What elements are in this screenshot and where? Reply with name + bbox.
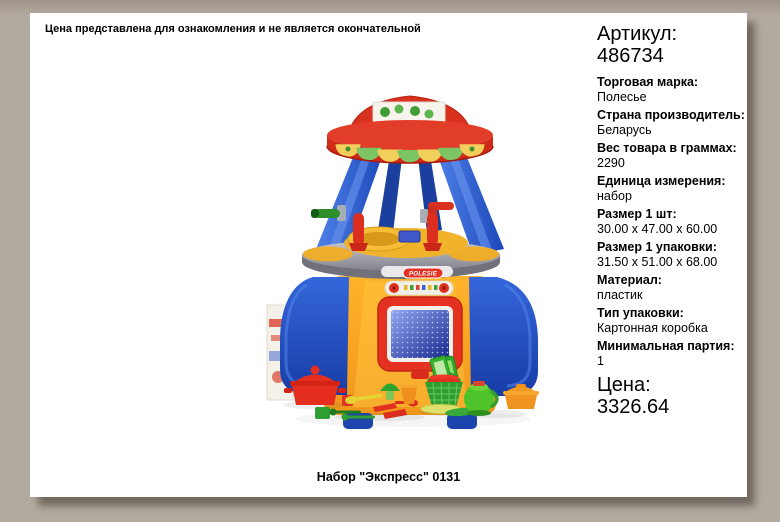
field-label: Минимальная партия:: [597, 339, 735, 353]
field-label: Тип упаковки:: [597, 306, 684, 320]
product-name-caption: Набор "Экспресс" 0131: [316, 470, 461, 484]
product-card: [30, 13, 747, 497]
product-photo-toy-kitchen: [265, 85, 580, 441]
field-value: Картонная коробка: [597, 321, 708, 335]
field-value: 31.50 x 51.00 x 68.00: [597, 255, 718, 269]
price-label: Цена:: [597, 374, 651, 396]
field-unit: [597, 174, 749, 204]
toy-canopy: [327, 96, 493, 163]
field-item-size: [597, 207, 749, 237]
field-label: Единица измерения:: [597, 174, 726, 188]
field-value: набор: [597, 189, 632, 203]
field-value: 30.00 x 47.00 x 60.00: [597, 222, 718, 236]
disclaimer-text: Цена представлена для ознакомления и не является окончательной: [45, 23, 421, 35]
field-country: [597, 108, 749, 138]
toy-control-panel: [385, 281, 453, 295]
brand-badge-text: POLESIE: [408, 271, 438, 278]
field-value: Полесье: [597, 90, 647, 104]
field-material: [597, 273, 749, 303]
price-value: 3326.64: [597, 396, 670, 418]
article-label: Артикул:: [597, 23, 678, 45]
field-label: Материал:: [597, 273, 662, 287]
field-label: Размер 1 упаковки:: [597, 240, 717, 254]
field-value: пластик: [597, 288, 643, 302]
field-package-type: [597, 306, 749, 336]
field-weight: [597, 141, 749, 171]
field-label: Размер 1 шт:: [597, 207, 677, 221]
field-label: Торговая марка:: [597, 75, 699, 89]
field-value: 2290: [597, 156, 625, 170]
article-value: 486734: [597, 45, 664, 67]
field-label: Страна производитель:: [597, 108, 745, 122]
field-trademark: [597, 75, 749, 105]
price-block: [597, 374, 749, 419]
details-panel: [597, 23, 749, 419]
field-label: Вес товара в граммах:: [597, 141, 737, 155]
field-min-batch: [597, 339, 749, 369]
field-package-size: [597, 240, 749, 270]
field-value: Беларусь: [597, 123, 652, 137]
field-value: 1: [597, 354, 604, 368]
